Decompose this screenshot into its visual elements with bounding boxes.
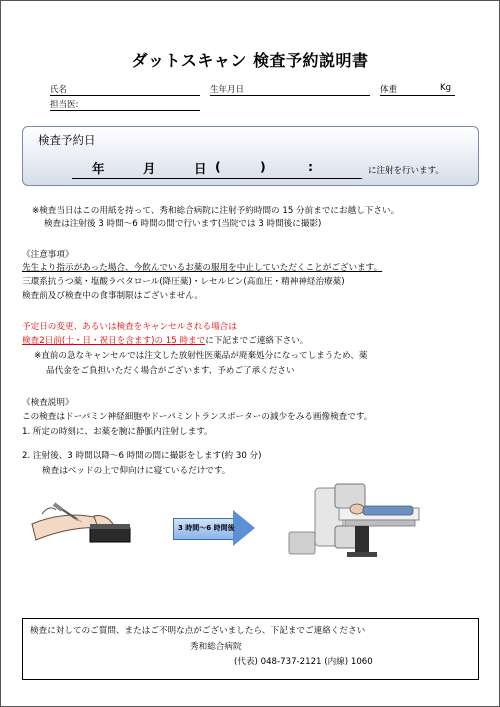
year-label: 年 [92,161,105,176]
month-label: 月 [143,161,156,176]
birthdate-underline [210,95,370,96]
weight-label: 体重 [380,85,398,95]
cancel-deadline: 検査2日前(土・日・祝日を含ます)の 15 時まで [22,336,206,346]
cancel-line-1: 予定日の変更、あるいは検査をキャンセルされる場合は [22,322,237,332]
appointment-label: 検査予約日 [38,133,96,147]
name-label: 氏名 [50,85,68,95]
contact-phone: (代表) 048-737-2121 (内線) 1060 [234,657,373,667]
date-underline [72,178,362,179]
arrow-label: 3 時間～6 時間後 [178,524,235,532]
explanation-step-2: 2. 注射後、3 時間以降～6 時間の間に撮影をします(約 30 分) [22,451,262,461]
doctor-label: 担当医: [50,100,79,110]
page-title: ダットスキャン 検査予約説明書 [131,51,369,70]
arrow-head [233,510,255,546]
cancel-line-3: ※直前の急なキャンセルでは注文した放射性医薬品が廃棄処分になってしまうため、薬 [34,351,368,361]
paren-open: ( [215,159,221,174]
weight-underline [380,95,455,96]
contact-hospital: 秀和総合病院 [190,642,242,652]
cancel-line-4: 品代金をご負担いただく場合がございます、予めご了承ください [46,366,295,376]
day-label: 日 [194,161,207,176]
explanation-step-2-sub: 検査はベッドの上で仰向けに寝ているだけです。 [42,466,231,476]
explanation-step-1: 1. 所定の時刻に、お薬を腕に静脈内注射します。 [22,427,213,437]
injection-text: に注射を行います。 [368,166,444,176]
scanner-illustration [285,482,425,560]
injection-illustration [30,494,140,556]
contact-line-1: 検査に対してのご質問、またはご不明な点がございましたら、下記までご連絡ください [30,626,366,636]
notice-line-1: ※検査当日はこの用紙を持って、秀和総合病院に注射予約時間の 15 分前までにお越し下さい。 [32,206,400,216]
cautions-line-2: 三環系抗うつ薬・塩酸ラベタロール(降圧薬)・レセルピン(高血圧・精神神経治療薬) [22,277,345,287]
explanation-line-1: この検査はドーパミン神経細胞やドーパミントランスポーターの減少をみる画像検査です。 [22,412,373,422]
notice-line-2: 検査は注射後 3 時間～6 時間の間で行います(当院では 3 時間後に撮影) [44,219,322,229]
name-underline [50,95,200,96]
paren-close: ) [260,159,266,174]
birthdate-label: 生年月日 [210,85,245,95]
weight-unit: Kg [440,83,451,93]
doctor-underline [50,110,200,111]
cautions-line-1: 先生より指示があった場合、今飲んでいるお薬の服用を中止していただくことがございます。 [22,263,383,273]
cautions-heading: 《注意事項》 [22,250,74,260]
cautions-line-3: 検査前及び検査中の食事制限はございません。 [22,291,203,301]
explanation-heading: 《検査説明》 [22,398,74,408]
time-colon: : [308,159,313,174]
cancel-line-2-rest: に下記までご連絡下さい。 [205,336,309,346]
